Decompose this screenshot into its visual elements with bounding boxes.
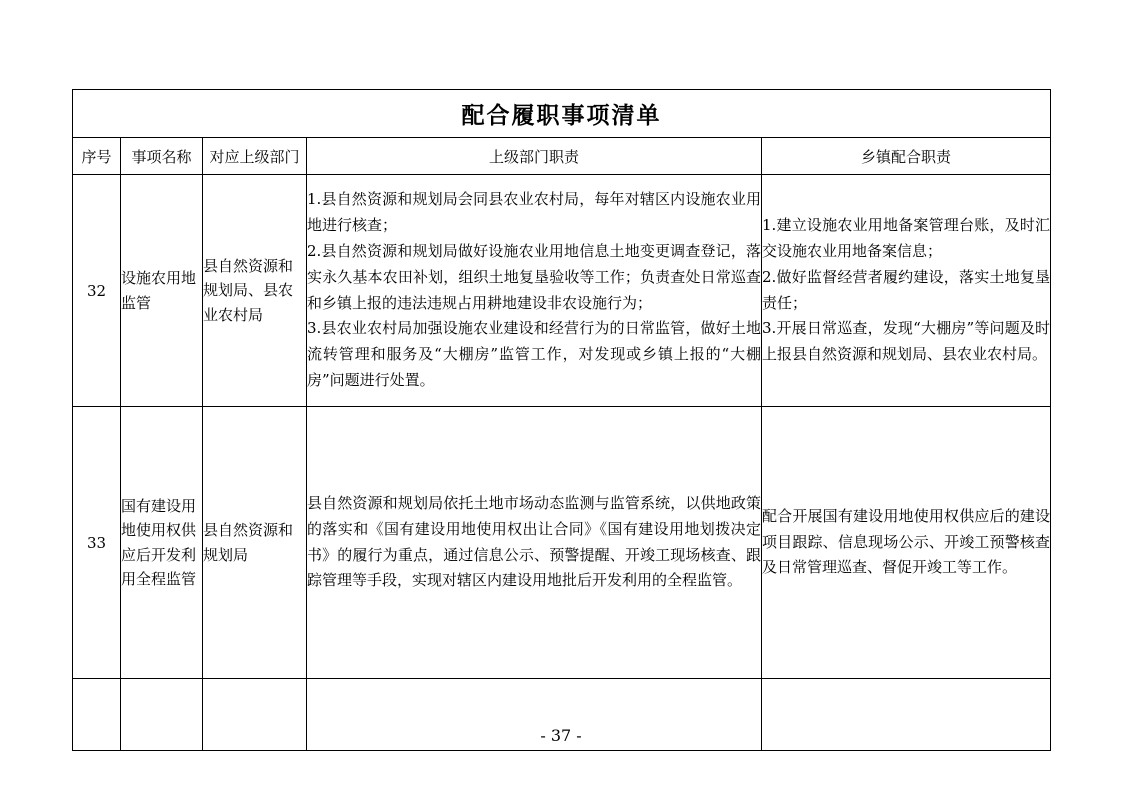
column-header-town-duty: 乡镇配合职责 [762,138,1051,175]
column-header-duty: 上级部门职责 [307,138,762,175]
row-upper-duty: 县自然资源和规划局依托土地市场动态监测与监管系统，以供地政策的落实和《国有建设用地使用权出让合同》《国有建设用地划拨决定书》的履行为重点，通过信息公示、预警提醒、开竣工现场核查、跟踪管理等手段，实现对辖区内建设用地批后开发利用的全程监管。 [307,407,762,679]
row-seq: 32 [73,175,121,407]
page-number: - 37 - [540,726,582,745]
column-header-seq: 序号 [73,138,121,175]
row-upper-dept: 县自然资源和规划局、县农业农村局 [203,175,307,407]
row-town-duty: 配合开展国有建设用地使用权供应后的建设项目跟踪、信息现场公示、开竣工预警核查及日常管理巡查、督促开竣工等工作。 [762,407,1051,679]
table-header-row [73,138,1051,175]
row-item-name: 设施农用地监管 [121,175,203,407]
duty-list-table [72,89,1051,751]
column-header-dept: 对应上级部门 [203,138,307,175]
row-upper-duty: 1.县自然资源和规划局会同县农业农村局，每年对辖区内设施农业用地进行核查； 2.县自然资源和规划局做好设施农业用地信息土地变更调查登记，落实永久基本农田补划，组织土地复垦验收等工作；负责查处日常巡查和乡镇上报的违法违规占用耕地建设非农设施行为； 3.县农业农村局加强设施农业建设和经营行为的日常监管，做好土地流转管理和服务及“大棚房”监管工作，对发现或乡镇上报的“大棚房”问题进行处置。 [307,175,762,407]
column-header-name: 事项名称 [121,138,203,175]
table-row [73,407,1051,679]
table-row [73,175,1051,407]
row-town-duty: 1.建立设施农业用地备案管理台账，及时汇交设施农业用地备案信息； 2.做好监督经营者履约建设，落实土地复垦责任； 3.开展日常巡查，发现“大棚房”等问题及时上报县自然资源和规划局、县农业农村局。 [762,175,1051,407]
row-seq: 33 [73,407,121,679]
row-upper-dept: 县自然资源和规划局 [203,407,307,679]
row-item-name: 国有建设用地使用权供应后开发利用全程监管 [121,407,203,679]
table-title-row [73,90,1051,138]
page-title: 配合履职事项清单 [73,90,1051,138]
